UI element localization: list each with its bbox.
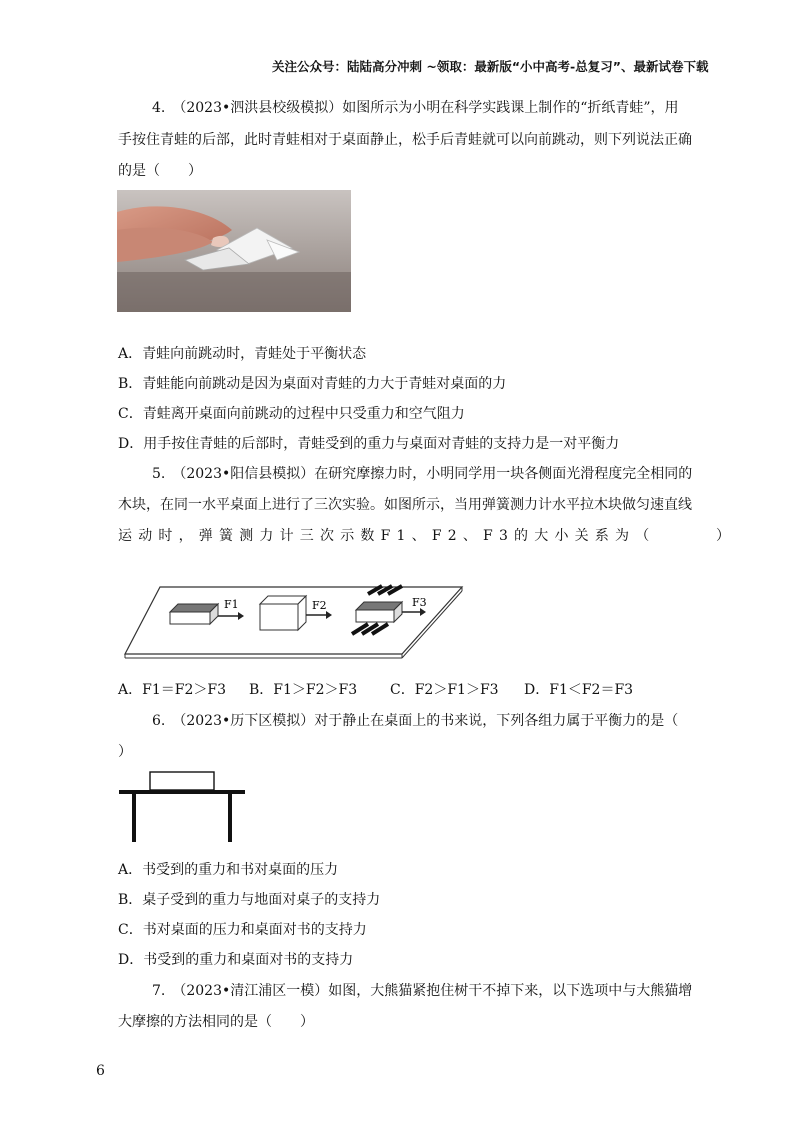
q6-option-c: C．书对桌面的压力和桌面对书的支持力 bbox=[118, 922, 367, 938]
q4-line-2: 手按住青蛙的后部，此时青蛙相对于桌面静止，松手后青蛙就可以向前跳动，则下列说法正确 bbox=[118, 132, 692, 148]
q4-option-b: B．青蛙能向前跳动是因为桌面对青蛙的力大于青蛙对桌面的力 bbox=[118, 376, 507, 392]
q4-option-c: C．青蛙离开桌面向前跳动的过程中只受重力和空气阻力 bbox=[118, 406, 465, 422]
q4-option-a: A．青蛙向前跳动时，青蛙处于平衡状态 bbox=[118, 346, 367, 362]
q5-line-1: 5. （2023•阳信县模拟）在研究摩擦力时，小明同学用一块各侧面光滑程度完全相同的 bbox=[152, 466, 693, 482]
q4-line-1: 4. （2023•泗洪县校级模拟）如图所示为小明在科学实践课上制作的“折纸青蛙”，用 bbox=[152, 100, 679, 116]
fig-label-f2: F2 bbox=[312, 599, 327, 612]
q6-option-b: B．桌子受到的重力与地面对桌子的支持力 bbox=[118, 892, 381, 908]
q6-option-d: D．书受到的重力和桌面对书的支持力 bbox=[118, 952, 354, 968]
q5-line-2: 木块，在同一水平桌面上进行了三次实验。如图所示，当用弹簧测力计水平拉木块做匀速直线 bbox=[118, 497, 692, 513]
fig-label-f3: F3 bbox=[412, 596, 427, 609]
q6-line-1: 6. （2023•历下区模拟）对于静止在桌面上的书来说，下列各组力属于平衡力的是（ bbox=[152, 713, 679, 729]
q5-option-a: A．F1＝F2＞F3 bbox=[118, 682, 226, 698]
q6-option-a: A．书受到的重力和书对桌面的压力 bbox=[118, 862, 339, 878]
book-on-table-figure bbox=[118, 770, 246, 844]
q7-line-1: 7. （2023•清江浦区一模）如图，大熊猫紧抱住树干不掉下来，以下选项中与大熊猫增 bbox=[152, 983, 693, 999]
fig-label-f1: F1 bbox=[224, 598, 239, 611]
q5-option-d: D．F1＜F2＝F3 bbox=[524, 682, 634, 698]
q4-option-d: D．用手按住青蛙的后部时，青蛙受到的重力与桌面对青蛙的支持力是一对平衡力 bbox=[118, 436, 620, 452]
q5-option-c: C．F2＞F1＞F3 bbox=[390, 682, 499, 698]
paper-frog-photo bbox=[117, 190, 351, 312]
q4-line-3: 的是（ ） bbox=[118, 163, 202, 179]
page-header: 关注公众号：陆陆高分冲刺 ~领取：最新版“小中高考-总复习”、最新试卷下载 bbox=[272, 59, 709, 74]
q7-line-2: 大摩擦的方法相同的是（ ） bbox=[118, 1014, 314, 1030]
friction-experiment-figure bbox=[120, 582, 465, 662]
page-number: 6 bbox=[96, 1063, 105, 1079]
q5-option-b: B．F1＞F2＞F3 bbox=[249, 682, 358, 698]
q6-line-2: ） bbox=[118, 744, 132, 760]
q5-line-3: 运动时，弹簧测力计三次示数F1、F2、F3的大小关系为（ ） bbox=[118, 528, 737, 544]
